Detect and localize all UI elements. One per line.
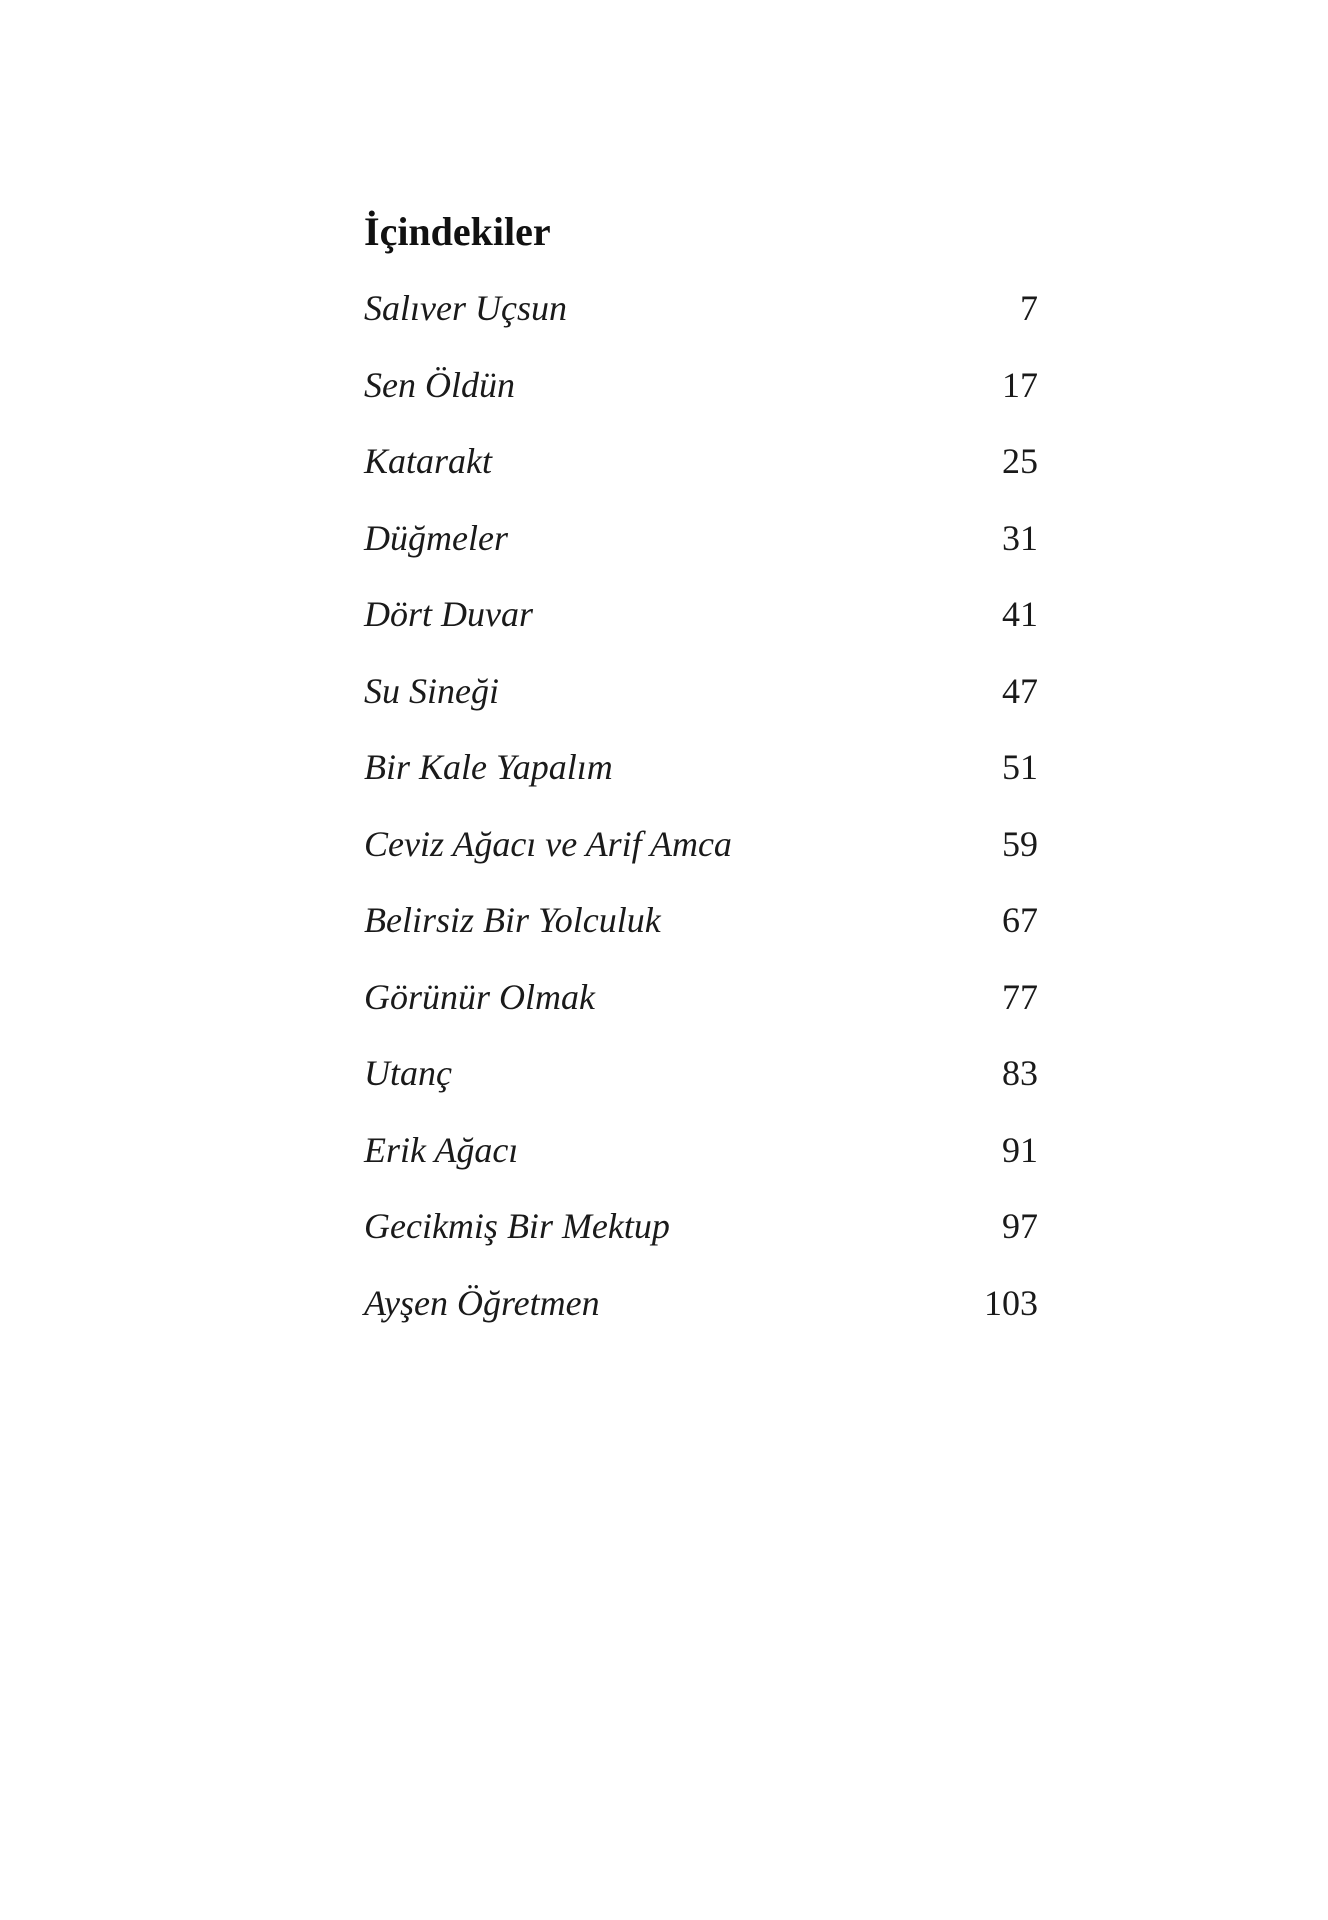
toc-entry [364, 745, 1038, 822]
toc-entry-page: 91 [1002, 1129, 1038, 1170]
toc-entry-page: 31 [1002, 517, 1038, 558]
toc-entry [364, 669, 1038, 746]
toc-entry-title: Erik Ağacı [364, 1129, 519, 1170]
toc-entry-page: 41 [1002, 594, 1038, 634]
toc-entry [364, 975, 1038, 1052]
toc-entry [364, 898, 1038, 975]
toc-entry [364, 363, 1038, 440]
toc-entry [364, 1128, 1038, 1205]
toc-entry-title: Utanç [364, 1053, 452, 1093]
toc-entry [364, 1204, 1038, 1281]
toc-entry-title: Salıver Uçsun [364, 288, 567, 328]
toc-entry-page: 103 [984, 1282, 1038, 1323]
toc-entry-title: Bir Kale Yapalım [364, 747, 613, 787]
toc-entry-page: 47 [1002, 670, 1038, 711]
toc-list [364, 286, 1038, 1357]
toc-heading: İçindekiler [364, 209, 551, 254]
toc-entry-title: Su Sineği [364, 670, 499, 711]
toc-entry-title: Görünür Olmak [364, 976, 595, 1017]
toc-entry-title: Gecikmiş Bir Mektup [364, 1206, 670, 1246]
toc-entry [364, 822, 1038, 899]
toc-entry [364, 1051, 1038, 1128]
toc-entry-page: 51 [1002, 747, 1038, 787]
toc-entry [364, 1281, 1038, 1358]
toc-entry-page: 7 [1020, 288, 1038, 328]
toc-entry-title: Düğmeler [364, 517, 508, 558]
toc-entry-title: Sen Öldün [364, 364, 515, 405]
toc-entry-title: Katarakt [364, 441, 493, 481]
toc-entry-page: 17 [1002, 364, 1038, 405]
toc-entry-title: Dört Duvar [364, 594, 533, 634]
toc-entry [364, 439, 1038, 516]
toc-entry-page: 67 [1002, 900, 1038, 940]
toc-entry-page: 25 [1002, 441, 1038, 481]
toc-entry-page: 59 [1002, 823, 1038, 864]
toc-entry-title: Ayşen Öğretmen [364, 1282, 600, 1323]
toc-entry [364, 592, 1038, 669]
toc-entry [364, 516, 1038, 593]
toc-entry-title: Belirsiz Bir Yolculuk [364, 900, 661, 940]
toc-entry-title: Ceviz Ağacı ve Arif Amca [364, 823, 732, 864]
toc-entry [364, 286, 1038, 363]
toc-entry-page: 83 [1002, 1053, 1038, 1093]
toc-entry-page: 77 [1002, 976, 1038, 1017]
toc-entry-page: 97 [1002, 1206, 1038, 1246]
